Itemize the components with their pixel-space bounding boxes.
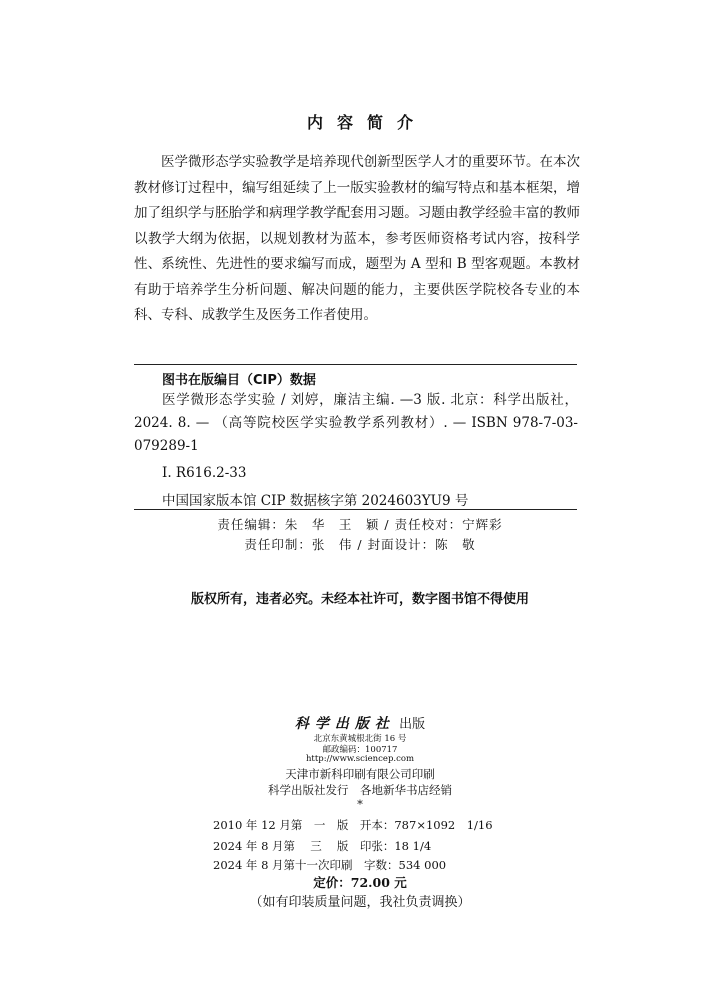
separator-star: * [357, 797, 363, 811]
cip-entry: 医学微形态学实验 / 刘婷，廉洁主编. —3 版. 北京：科学出版社，2024. 8. — （高等院校医学实验教学系列教材）. — ISBN 978-7-03-079289-1 [134, 392, 578, 454]
publisher-suffix: 出版 [399, 717, 426, 732]
credits-editors: 责任编辑：朱 华 王 颖 / 责任校对：宁辉彩 [217, 517, 503, 532]
printing-row: 2024 年 8 月第十一次印刷 字数：534 000 [213, 858, 447, 872]
cip-record-number: 中国国家版本馆 CIP 数据核字第 2024603YU9 号 [162, 493, 469, 509]
credits-production: 责任印制：张 伟 / 封面设计：陈 敬 [244, 537, 476, 552]
copyright-notice: 版权所有，违者必究。未经本社许可，数字图书馆不得使用 [190, 592, 529, 607]
price: 定价：72.00 元 [313, 875, 407, 890]
printer-line: 天津市新科印刷有限公司印刷 [285, 767, 435, 781]
publisher-name: 科学出版社 [294, 716, 395, 732]
edition-row-third: 2024 年 8 月第 三 版 印张：18 1/4 [213, 839, 432, 853]
quality-notice: （如有印装质量问题，我社负责调换） [249, 895, 471, 910]
cip-bottom-rule [134, 509, 577, 510]
publisher-website: http://www.sciencep.com [305, 754, 415, 764]
publisher-address: 北京东黄城根北街 16 号 [313, 734, 407, 744]
publisher-postcode: 邮政编码：100717 [322, 745, 398, 755]
cip-classification: Ⅰ. R616.2-33 [162, 465, 247, 481]
cip-top-rule [134, 364, 577, 365]
cip-heading: 图书在版编目（CIP）数据 [162, 373, 316, 388]
edition-row-first: 2010 年 12 月第 一 版 开本：787×1092 1/16 [213, 818, 493, 832]
distribution-line: 科学出版社发行 各地新华书店经销 [268, 783, 452, 797]
page-title: 内容简介 [306, 113, 427, 132]
publisher-line [0, 713, 720, 733]
introduction-paragraph: 医学微形态学实验教学是培养现代创新型医学人才的重要环节。在本次教材修订过程中，编写组延续了上一版实验教材的编写特点和基本框架，增加了组织学与胚胎学和病理学教学配套用习题。习题由教学经验丰富的教师以教学大纲为依据，以规划教材为蓝本，参考医师资格考试内容，按科学性、系统性、先进性的要求编写而成，题型为 A 型和 B 型客观题。本教材有助于培养学生分析问题、解决问题的能力，主要供医学院校各专业的本科、专科、成教学生及医务工作者使用。 [134, 154, 580, 323]
